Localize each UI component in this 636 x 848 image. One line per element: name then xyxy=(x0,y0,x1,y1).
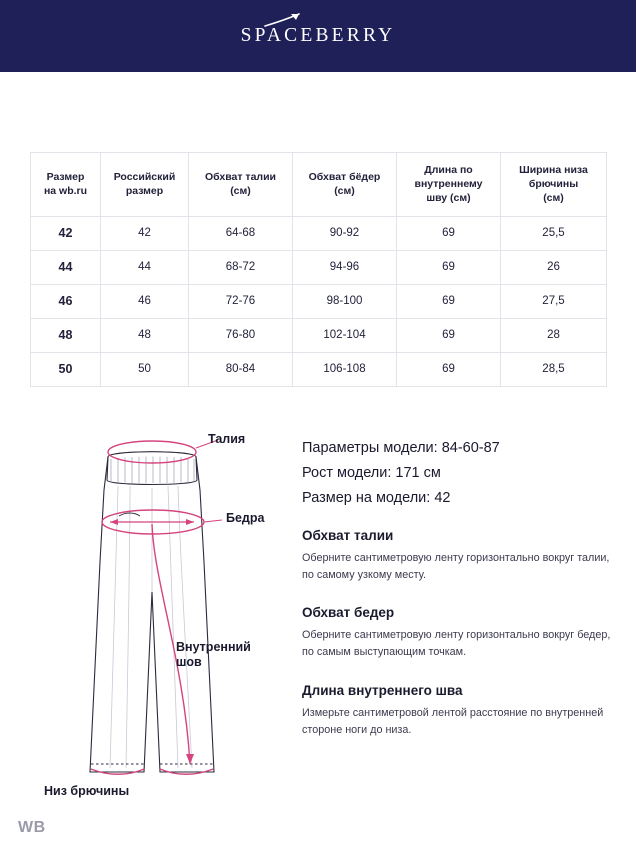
cell-inseam: 69 xyxy=(397,216,501,250)
table-header-row xyxy=(31,153,607,217)
brand-logo xyxy=(241,25,396,47)
page-header xyxy=(0,0,636,72)
size-table-wrapper xyxy=(30,152,606,387)
cell-waist: 68-72 xyxy=(189,250,293,284)
label-hem: Низ брючины xyxy=(44,784,130,798)
guide-text-inseam: Измерьте сантиметровой лентой расстояние по внутренней стороне ноги до низа. xyxy=(302,706,604,736)
label-waist: Талия xyxy=(208,432,246,446)
cell-hem-width: 28,5 xyxy=(501,352,607,386)
table-row xyxy=(31,250,607,284)
guide-block-inseam xyxy=(302,683,612,738)
guide-block-waist xyxy=(302,528,612,583)
column-header-ru-size: Российский размер xyxy=(101,153,189,217)
swoosh-icon xyxy=(263,13,303,34)
column-header-waist: Обхват талии (см) xyxy=(189,153,293,217)
size-table xyxy=(30,152,607,387)
guide-text-waist: Оберните сантиметровую ленту горизонтально вокруг талии, по самому узкому месту. xyxy=(302,552,610,581)
cell-ru-size: 48 xyxy=(101,318,189,352)
trousers-diagram-icon xyxy=(18,412,298,812)
cell-waist: 64-68 xyxy=(189,216,293,250)
cell-size-wb: 50 xyxy=(31,352,101,386)
model-info-column xyxy=(302,440,612,738)
guide-block-hips xyxy=(302,605,612,660)
cell-hem-width: 28 xyxy=(501,318,607,352)
table-row xyxy=(31,352,607,386)
cell-ru-size: 44 xyxy=(101,250,189,284)
cell-ru-size: 42 xyxy=(101,216,189,250)
brand-name: SPACEBERRY xyxy=(240,25,396,46)
cell-inseam: 69 xyxy=(397,352,501,386)
model-size: Размер на модели: 42 xyxy=(302,490,451,506)
guide-title-waist: Обхват талии xyxy=(302,528,394,543)
guide-title-hips: Обхват бедер xyxy=(302,605,395,621)
column-header-hem-width: Ширина низа брючины (см) xyxy=(501,153,607,217)
cell-hips: 98-100 xyxy=(293,284,397,318)
label-hips: Бедра xyxy=(226,511,265,525)
cell-inseam: 69 xyxy=(397,318,501,352)
table-row xyxy=(31,216,607,250)
cell-ru-size: 50 xyxy=(101,352,189,386)
cell-waist: 72-76 xyxy=(189,284,293,318)
cell-hips: 102-104 xyxy=(293,318,397,352)
cell-size-wb: 48 xyxy=(31,318,101,352)
cell-inseam: 69 xyxy=(397,284,501,318)
cell-hem-width: 27,5 xyxy=(501,284,607,318)
guide-text-hips: Оберните сантиметровую ленту горизонтально вокруг бедер, по самым выступающим точкам. xyxy=(302,629,611,659)
page-footer xyxy=(0,808,636,848)
cell-size-wb: 42 xyxy=(31,216,101,250)
cell-hem-width: 25,5 xyxy=(501,216,607,250)
table-row xyxy=(31,318,607,352)
trousers-illustration xyxy=(18,412,298,812)
column-header-size-wb: Размер на wb.ru xyxy=(31,153,101,217)
label-inseam: Внутренний шов xyxy=(176,640,251,669)
wildberries-watermark: WB xyxy=(18,819,46,836)
cell-waist: 80-84 xyxy=(189,352,293,386)
cell-ru-size: 46 xyxy=(101,284,189,318)
cell-hem-width: 26 xyxy=(501,250,607,284)
table-row xyxy=(31,284,607,318)
model-height: Рост модели: 171 см xyxy=(302,465,441,481)
cell-size-wb: 46 xyxy=(31,284,101,318)
column-header-hips: Обхват бёдер (см) xyxy=(293,153,397,217)
cell-inseam: 69 xyxy=(397,250,501,284)
guide-title-inseam: Длина внутреннего шва xyxy=(302,682,463,698)
column-header-inseam: Длина по внутреннему шву (см) xyxy=(397,153,501,217)
cell-waist: 76-80 xyxy=(189,318,293,352)
cell-hips: 106-108 xyxy=(293,352,397,386)
cell-hips: 94-96 xyxy=(293,250,397,284)
model-params: Параметры модели: 84-60-87 xyxy=(302,440,500,456)
cell-size-wb: 44 xyxy=(31,250,101,284)
cell-hips: 90-92 xyxy=(293,216,397,250)
